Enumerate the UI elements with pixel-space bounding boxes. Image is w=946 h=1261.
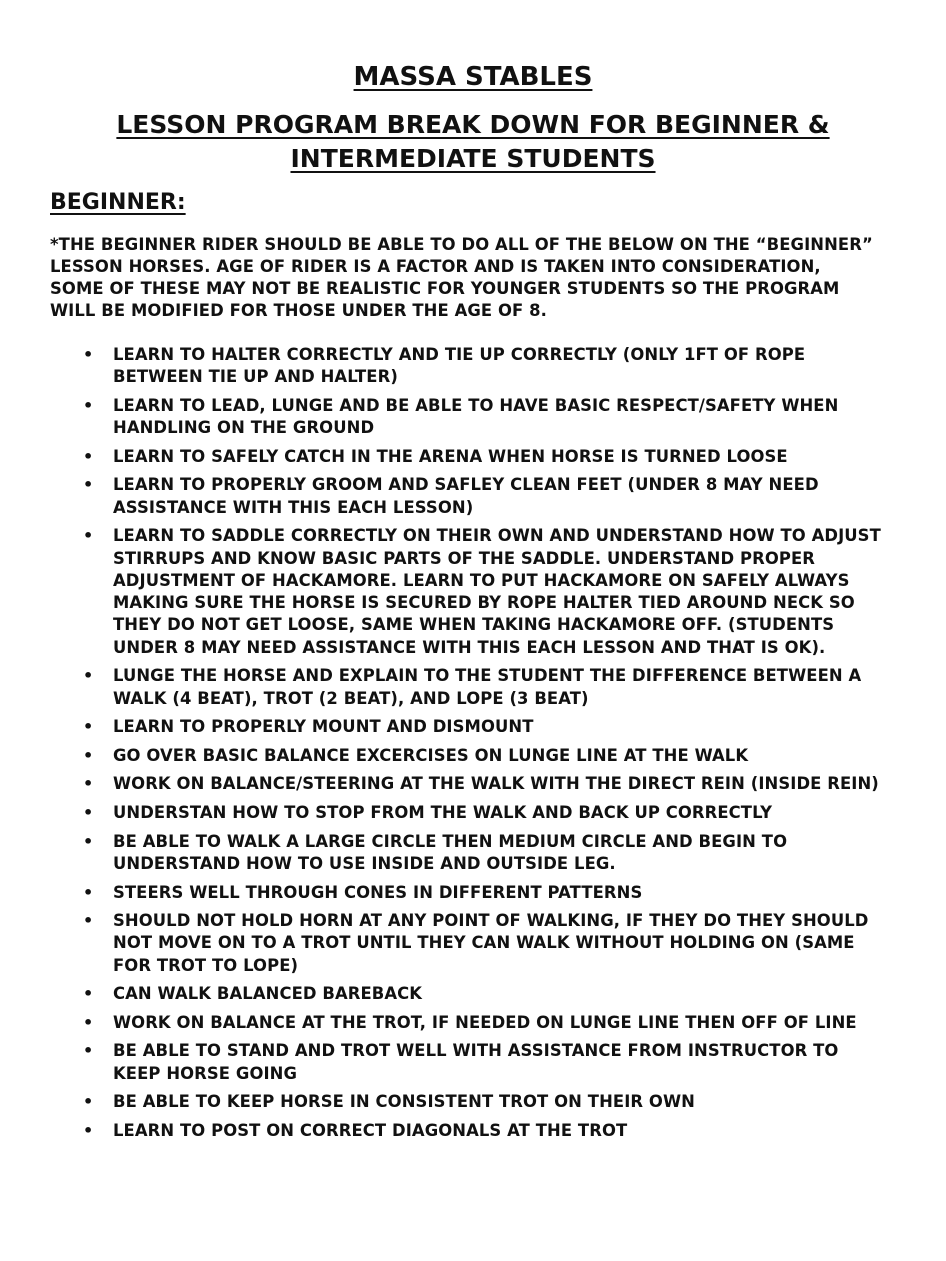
list-item-text: STEERS WELL THROUGH CONES IN DIFFERENT PATTERNS	[113, 882, 643, 902]
list-item-text: GO OVER BASIC BALANCE EXCERCISES ON LUNGE LINE AT THE WALK	[113, 745, 749, 765]
bullet-icon: •	[83, 1092, 94, 1112]
list-item-text: UNDERSTAN HOW TO STOP FROM THE WALK AND BACK UP CORRECTLY	[113, 803, 773, 823]
document-subtitle: LESSON PROGRAM BREAK DOWN FOR BEGINNER & INTERMEDIATE STUDENTS	[116, 110, 830, 173]
bullet-icon: •	[83, 911, 94, 931]
bullet-icon: •	[83, 1012, 94, 1032]
bullet-icon: •	[83, 475, 94, 495]
list-item-text: CAN WALK BALANCED BAREBACK	[113, 984, 423, 1004]
list-item	[83, 1120, 883, 1142]
bullet-icon: •	[83, 526, 94, 546]
list-item-text: BE ABLE TO KEEP HORSE IN CONSISTENT TROT ON THEIR OWN	[113, 1092, 695, 1112]
list-item	[83, 910, 883, 977]
list-item	[83, 1040, 883, 1085]
list-item-text: LUNGE THE HORSE AND EXPLAIN TO THE STUDENT THE DIFFERENCE BETWEEN A WALK (4 BEAT), TROT (2 BEAT), AND LOPE (3 BEAT)	[113, 666, 862, 708]
list-item	[83, 665, 883, 710]
list-item	[83, 344, 883, 389]
bullet-icon: •	[83, 446, 94, 466]
intro-paragraph: *THE BEGINNER RIDER SHOULD BE ABLE TO DO ALL OF THE BELOW ON THE “BEGINNER” LESSON HORSES. AGE OF RIDER IS A FACTOR AND IS TAKEN INTO CONSIDERATION, SOME OF THESE MAY NOT BE REALISTIC FOR YOUNGER STUDENTS SO THE PROGRAM WILL BE MODIFIED FOR THOSE UNDER THE AGE OF 8.	[50, 235, 873, 320]
bullet-icon: •	[83, 882, 94, 902]
list-item	[83, 1012, 883, 1034]
section-heading-beginner: BEGINNER:	[50, 190, 186, 215]
list-item-text: LEARN TO PROPERLY MOUNT AND DISMOUNT	[113, 717, 534, 737]
bullet-icon: •	[83, 1120, 94, 1140]
list-item	[83, 983, 883, 1005]
bullet-icon: •	[83, 395, 94, 415]
list-item	[83, 773, 883, 795]
requirements-list	[83, 344, 883, 1149]
list-item	[83, 716, 883, 738]
bullet-icon: •	[83, 774, 94, 794]
list-item	[83, 745, 883, 767]
list-item-text: LEARN TO POST ON CORRECT DIAGONALS AT THE TROT	[113, 1120, 628, 1140]
bullet-icon: •	[83, 345, 94, 364]
bullet-icon: •	[83, 984, 94, 1004]
list-item	[83, 474, 883, 519]
bullet-icon: •	[83, 745, 94, 765]
list-item	[83, 882, 883, 904]
list-item	[83, 802, 883, 824]
list-item	[83, 1091, 883, 1113]
document-title: MASSA STABLES	[353, 62, 593, 92]
list-item-text: LEARN TO LEAD, LUNGE AND BE ABLE TO HAVE BASIC RESPECT/SAFETY WHEN HANDLING ON THE GROUND	[113, 395, 839, 438]
list-item-text: LEARN TO SAFELY CATCH IN THE ARENA WHEN HORSE IS TURNED LOOSE	[113, 446, 788, 466]
bullet-icon: •	[83, 666, 94, 686]
list-item	[83, 525, 883, 659]
list-item-text: BE ABLE TO WALK A LARGE CIRCLE THEN MEDIUM CIRCLE AND BEGIN TO UNDERSTAND HOW TO USE INSIDE AND OUTSIDE LEG.	[113, 831, 788, 873]
list-item-text: WORK ON BALANCE AT THE TROT, IF NEEDED ON LUNGE LINE THEN OFF OF LINE	[113, 1012, 857, 1032]
bullet-icon: •	[83, 1041, 94, 1061]
list-item	[83, 395, 883, 440]
bullet-icon: •	[83, 803, 94, 823]
list-item-text: WORK ON BALANCE/STEERING AT THE WALK WITH THE DIRECT REIN (INSIDE REIN)	[113, 774, 879, 794]
bullet-icon: •	[83, 717, 94, 737]
list-item	[83, 831, 883, 876]
list-item-text: LEARN TO PROPERLY GROOM AND SAFLEY CLEAN FEET (UNDER 8 MAY NEED ASSISTANCE WITH THIS EACH LESSON)	[113, 475, 819, 517]
list-item-text: LEARN TO HALTER CORRECTLY AND TIE UP CORRECTLY (ONLY 1FT OF ROPE BETWEEN TIE UP AND HALTER)	[113, 345, 806, 387]
list-item-text: BE ABLE TO STAND AND TROT WELL WITH ASSISTANCE FROM INSTRUCTOR TO KEEP HORSE GOING	[113, 1041, 839, 1083]
list-item-text: LEARN TO SADDLE CORRECTLY ON THEIR OWN AND UNDERSTAND HOW TO ADJUST STIRRUPS AND KNOW BASIC PARTS OF THE SADDLE. UNDERSTAND PROPER ADJUSTMENT OF HACKAMORE. LEARN TO PUT HACKAMORE ON SAFELY ALWAYS MAKING SURE THE HORSE IS SECURED BY ROPE HALTER TIED AROUND NECK SO THEY DO NOT GET LOOSE, SAME WHEN TAKING HACKAMORE OFF. (STUDENTS UNDER 8 MAY NEED ASSISTANCE WITH THIS EACH LESSON AND THAT IS OK).	[113, 526, 881, 657]
list-item-text: SHOULD NOT HOLD HORN AT ANY POINT OF WALKING, IF THEY DO THEY SHOULD NOT MOVE ON TO A TROT UNTIL THEY CAN WALK WITHOUT HOLDING ON (SAME FOR TROT TO LOPE)	[113, 911, 869, 975]
list-item	[83, 446, 883, 468]
bullet-icon: •	[83, 831, 94, 851]
